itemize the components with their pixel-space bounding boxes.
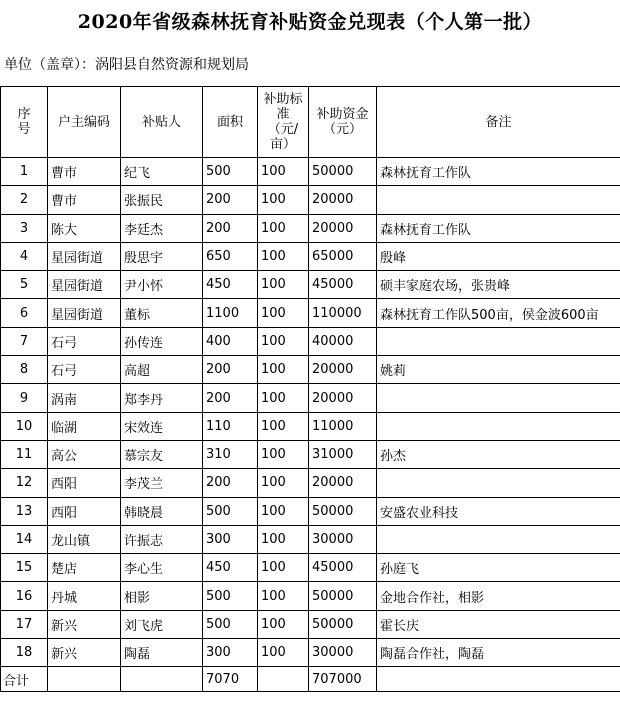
table-row xyxy=(1,299,620,327)
cell-seq: 7 xyxy=(1,327,48,355)
cell-remark: 陶磊合作社，陶磊 xyxy=(377,639,620,667)
cell-area: 450 xyxy=(203,271,258,299)
cell-remark: 安盛农业科技 xyxy=(377,497,620,525)
cell-remark: 硕丰家庭农场，张贵峰 xyxy=(377,271,620,299)
cell-seq: 12 xyxy=(1,469,48,497)
header-seq: 序号 xyxy=(1,87,48,158)
header-standard: 补助标准（元/亩） xyxy=(258,87,309,158)
cell-person: 张振民 xyxy=(121,186,203,214)
cell-amount: 11000 xyxy=(309,412,377,440)
cell-person: 李廷杰 xyxy=(121,214,203,242)
cell-standard: 100 xyxy=(258,469,309,497)
cell-seq: 8 xyxy=(1,356,48,384)
cell-standard: 100 xyxy=(258,242,309,270)
table-row xyxy=(1,554,620,582)
cell-amount: 20000 xyxy=(309,384,377,412)
cell-seq: 2 xyxy=(1,186,48,214)
cell-person: 陶磊 xyxy=(121,639,203,667)
cell-standard: 100 xyxy=(258,412,309,440)
cell-area: 500 xyxy=(203,610,258,638)
cell-person: 相影 xyxy=(121,582,203,610)
table-row xyxy=(1,639,620,667)
cell-standard: 100 xyxy=(258,440,309,468)
cell-standard: 100 xyxy=(258,158,309,186)
cell-area: 450 xyxy=(203,554,258,582)
cell-remark xyxy=(377,186,620,214)
cell-amount: 20000 xyxy=(309,186,377,214)
cell-amount: 110000 xyxy=(309,299,377,327)
cell-standard: 100 xyxy=(258,186,309,214)
header-household: 户主编码 xyxy=(48,87,121,158)
cell-amount: 45000 xyxy=(309,554,377,582)
table-row xyxy=(1,440,620,468)
cell-person: 李茂兰 xyxy=(121,469,203,497)
cell-area: 400 xyxy=(203,327,258,355)
cell-amount: 31000 xyxy=(309,440,377,468)
cell-standard: 100 xyxy=(258,497,309,525)
cell-person: 孙传连 xyxy=(121,327,203,355)
cell-amount: 50000 xyxy=(309,497,377,525)
cell-household: 新兴 xyxy=(48,639,121,667)
table-row xyxy=(1,327,620,355)
cell-household: 涡南 xyxy=(48,384,121,412)
cell-seq: 13 xyxy=(1,497,48,525)
cell-amount: 30000 xyxy=(309,525,377,553)
cell-amount: 45000 xyxy=(309,271,377,299)
cell-area: 300 xyxy=(203,639,258,667)
cell-area: 500 xyxy=(203,158,258,186)
cell-household: 临湖 xyxy=(48,412,121,440)
cell-household: 石弓 xyxy=(48,356,121,384)
cell-standard: 100 xyxy=(258,639,309,667)
page-title: 2020年省级森林抚育补贴资金兑现表（个人第一批） xyxy=(77,11,543,33)
subsidy-table xyxy=(0,86,620,692)
cell-seq: 17 xyxy=(1,610,48,638)
table-row xyxy=(1,242,620,270)
table-row xyxy=(1,469,620,497)
table-row xyxy=(1,356,620,384)
table-row xyxy=(1,384,620,412)
cell-remark: 孙庭飞 xyxy=(377,554,620,582)
cell-amount: 40000 xyxy=(309,327,377,355)
cell-remark: 殷峰 xyxy=(377,242,620,270)
cell-person: 殷思宇 xyxy=(121,242,203,270)
cell-area: 310 xyxy=(203,440,258,468)
cell-person: 慕宗友 xyxy=(121,440,203,468)
cell-person: 郑李丹 xyxy=(121,384,203,412)
cell-person: 纪飞 xyxy=(121,158,203,186)
table-row xyxy=(1,582,620,610)
cell-remark xyxy=(377,525,620,553)
unit-line: 单位（盖章）：涡阳县自然资源和规划局 xyxy=(4,57,249,73)
table-row xyxy=(1,610,620,638)
cell-seq: 18 xyxy=(1,639,48,667)
cell-standard: 100 xyxy=(258,384,309,412)
total-label: 合计 xyxy=(1,667,48,692)
cell-area: 200 xyxy=(203,469,258,497)
cell-person: 宋效连 xyxy=(121,412,203,440)
cell-person: 韩晓晨 xyxy=(121,497,203,525)
cell-seq: 6 xyxy=(1,299,48,327)
cell-household: 丹城 xyxy=(48,582,121,610)
cell-household: 星园街道 xyxy=(48,242,121,270)
cell-household: 西阳 xyxy=(48,497,121,525)
cell-household: 龙山镇 xyxy=(48,525,121,553)
cell-area: 1100 xyxy=(203,299,258,327)
cell-seq: 5 xyxy=(1,271,48,299)
cell-household: 西阳 xyxy=(48,469,121,497)
cell-seq: 11 xyxy=(1,440,48,468)
cell-standard: 100 xyxy=(258,271,309,299)
cell-household: 陈大 xyxy=(48,214,121,242)
cell-area: 500 xyxy=(203,582,258,610)
cell-household: 星园街道 xyxy=(48,271,121,299)
total-empty xyxy=(258,667,309,692)
cell-amount: 50000 xyxy=(309,610,377,638)
cell-person: 许振志 xyxy=(121,525,203,553)
table-row xyxy=(1,412,620,440)
table-row xyxy=(1,214,620,242)
cell-amount: 50000 xyxy=(309,582,377,610)
total-empty xyxy=(48,667,121,692)
cell-remark xyxy=(377,469,620,497)
cell-seq: 9 xyxy=(1,384,48,412)
cell-area: 200 xyxy=(203,214,258,242)
table-row xyxy=(1,525,620,553)
total-row xyxy=(1,667,620,692)
cell-area: 200 xyxy=(203,356,258,384)
cell-standard: 100 xyxy=(258,554,309,582)
cell-seq: 3 xyxy=(1,214,48,242)
cell-person: 董标 xyxy=(121,299,203,327)
header-area: 面积 xyxy=(203,87,258,158)
cell-remark xyxy=(377,412,620,440)
cell-standard: 100 xyxy=(258,327,309,355)
cell-seq: 10 xyxy=(1,412,48,440)
cell-amount: 50000 xyxy=(309,158,377,186)
cell-person: 尹小怀 xyxy=(121,271,203,299)
cell-seq: 16 xyxy=(1,582,48,610)
cell-remark: 孙杰 xyxy=(377,440,620,468)
header-person: 补贴人 xyxy=(121,87,203,158)
cell-household: 曹市 xyxy=(48,158,121,186)
cell-standard: 100 xyxy=(258,356,309,384)
cell-area: 200 xyxy=(203,186,258,214)
cell-amount: 20000 xyxy=(309,356,377,384)
cell-remark: 姚莉 xyxy=(377,356,620,384)
cell-remark xyxy=(377,384,620,412)
cell-area: 650 xyxy=(203,242,258,270)
cell-person: 李心生 xyxy=(121,554,203,582)
cell-amount: 65000 xyxy=(309,242,377,270)
cell-household: 星园街道 xyxy=(48,299,121,327)
header-remark: 备注 xyxy=(377,87,620,158)
cell-household: 高公 xyxy=(48,440,121,468)
table-header-row xyxy=(1,87,620,158)
cell-standard: 100 xyxy=(258,525,309,553)
total-empty xyxy=(121,667,203,692)
cell-seq: 14 xyxy=(1,525,48,553)
table-row xyxy=(1,271,620,299)
cell-remark xyxy=(377,327,620,355)
cell-remark: 森林抚育工作队 xyxy=(377,158,620,186)
table-row xyxy=(1,158,620,186)
cell-remark: 金地合作社，相影 xyxy=(377,582,620,610)
cell-area: 300 xyxy=(203,525,258,553)
cell-seq: 15 xyxy=(1,554,48,582)
total-empty xyxy=(377,667,620,692)
cell-seq: 4 xyxy=(1,242,48,270)
cell-household: 新兴 xyxy=(48,610,121,638)
cell-household: 楚店 xyxy=(48,554,121,582)
cell-standard: 100 xyxy=(258,610,309,638)
cell-person: 刘飞虎 xyxy=(121,610,203,638)
cell-seq: 1 xyxy=(1,158,48,186)
total-amount: 707000 xyxy=(309,667,377,692)
header-amount: 补助资金（元） xyxy=(309,87,377,158)
cell-standard: 100 xyxy=(258,214,309,242)
cell-area: 500 xyxy=(203,497,258,525)
cell-area: 110 xyxy=(203,412,258,440)
cell-household: 曹市 xyxy=(48,186,121,214)
cell-remark: 森林抚育工作队 xyxy=(377,214,620,242)
cell-person: 高超 xyxy=(121,356,203,384)
cell-standard: 100 xyxy=(258,582,309,610)
cell-amount: 20000 xyxy=(309,469,377,497)
cell-remark: 霍长庆 xyxy=(377,610,620,638)
cell-area: 200 xyxy=(203,384,258,412)
cell-standard: 100 xyxy=(258,299,309,327)
table-row xyxy=(1,497,620,525)
cell-amount: 30000 xyxy=(309,639,377,667)
total-area: 7070 xyxy=(203,667,258,692)
table-row xyxy=(1,186,620,214)
cell-remark: 森林抚育工作队500亩，侯金波600亩 xyxy=(377,299,620,327)
cell-household: 石弓 xyxy=(48,327,121,355)
cell-amount: 20000 xyxy=(309,214,377,242)
